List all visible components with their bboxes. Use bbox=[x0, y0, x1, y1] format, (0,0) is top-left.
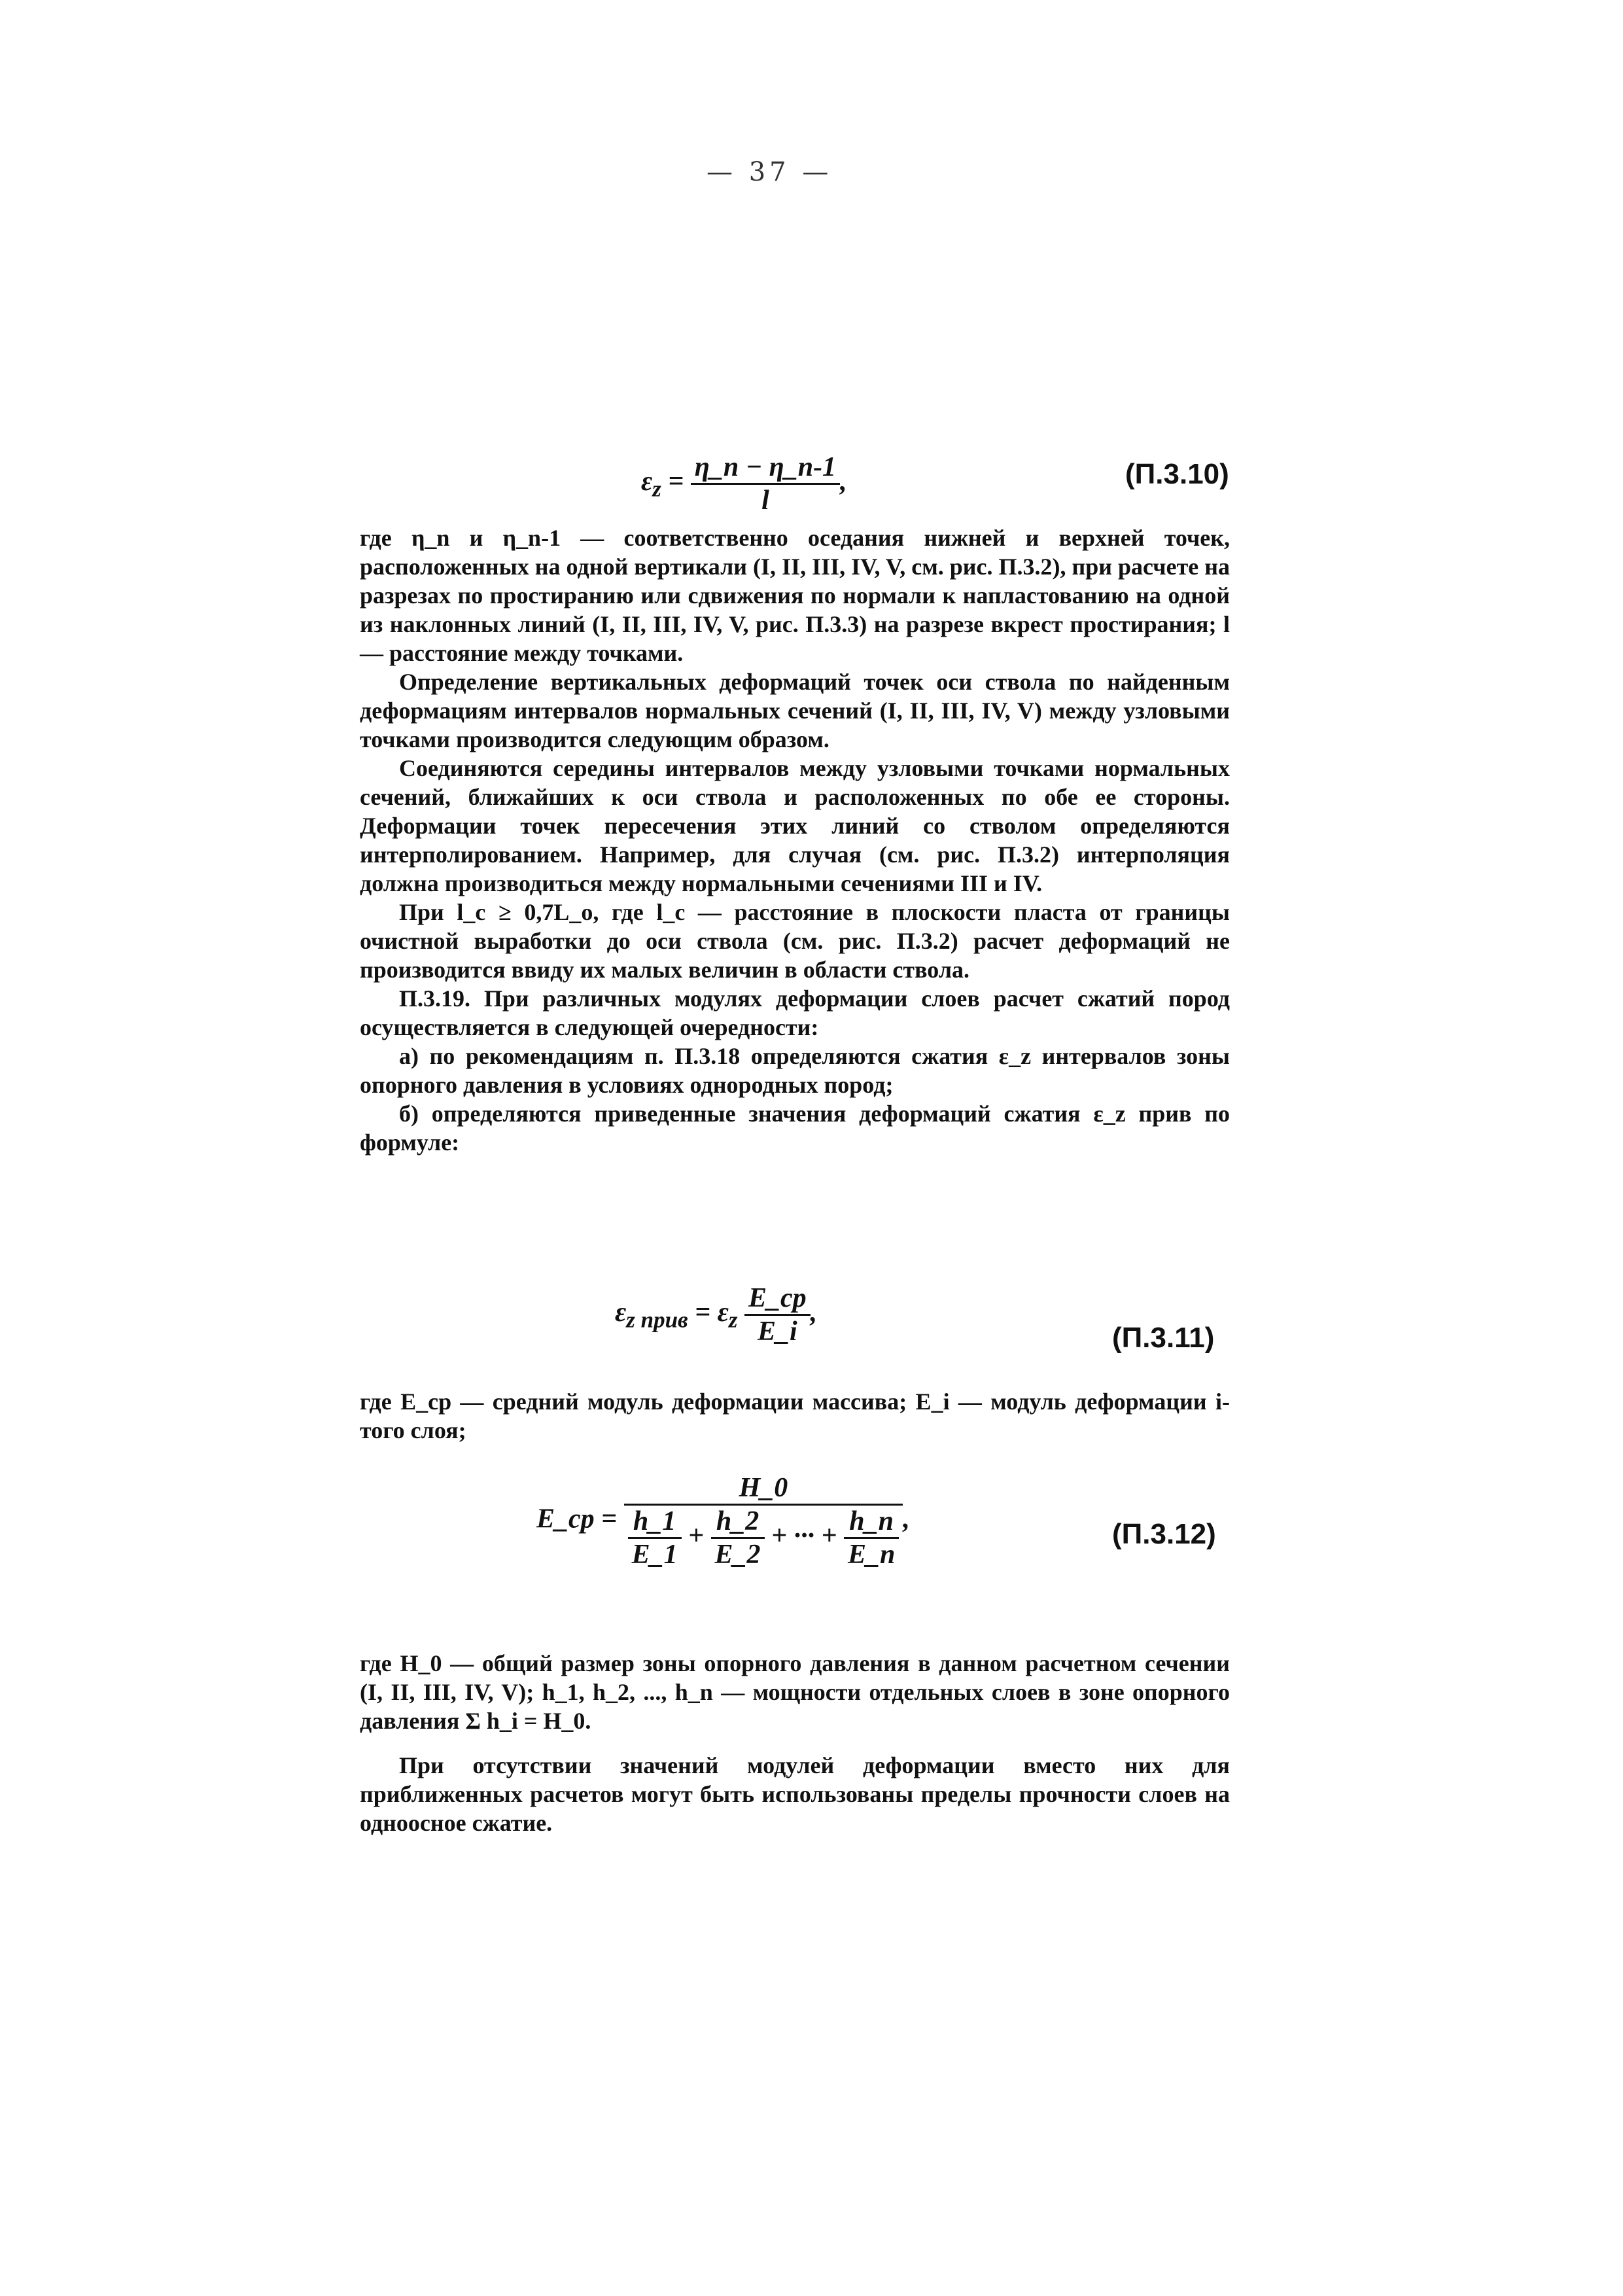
formula-311-lhs-sub: z прив bbox=[626, 1307, 688, 1333]
paragraph-5: П.3.19. При различных модулях деформации слоев расчет сжатий пород осуществляется в следующей очередности: bbox=[360, 985, 1230, 1040]
formula-310: $\varepsilon_z$ = $\frac{\eta\_n - \eta\_n-1}{l}$ , bbox=[641, 452, 847, 516]
paragraph-7: б) определяются приведенные значения деформаций сжатия ε_z прив по формуле: bbox=[360, 1101, 1230, 1156]
text-block-3 bbox=[360, 1649, 1230, 1837]
formula-311: $\varepsilon_{z прив} = \varepsilon_z$ $\frac{E\_ср}{E\_i}$ , bbox=[615, 1283, 818, 1347]
formula-311-factor: ε bbox=[717, 1298, 729, 1328]
formula-312-lhs: E_ср bbox=[536, 1504, 595, 1534]
formula-310-numerator: η_n − η_n-1 bbox=[691, 451, 840, 485]
paragraph-4: При l_c ≥ 0,7L_o, где l_c — расстояние в плоскости пласта от границы очистной выработки до оси ствола (см. рис. П.3.2) расчет деформаций не производится ввиду их малых величин в области ствола. bbox=[360, 899, 1230, 983]
paragraph-8: где E_ср — средний модуль деформации массива; E_i — модуль деформации i-того слоя; bbox=[360, 1388, 1230, 1443]
den-term-1: $\frac{h\_1}{E\_1}$ bbox=[628, 1506, 682, 1570]
formula-310-denominator: l bbox=[761, 486, 769, 516]
text-block-1 bbox=[360, 523, 1230, 1157]
formula-310-fraction bbox=[691, 451, 840, 516]
formula-311-factor-sub: z bbox=[728, 1307, 738, 1333]
formula-312-fraction bbox=[624, 1472, 903, 1570]
formula-311-lhs: ε bbox=[615, 1298, 627, 1328]
den-term-2: $\frac{h\_2}{E\_2}$ bbox=[711, 1506, 765, 1570]
formula-311-fraction bbox=[744, 1282, 811, 1347]
paragraph-9: где H_0 — общий размер зоны опорного давления в данном расчетном сечении (I, II, III, IV, V); h_1, h_2, ..., h_n — мощности отдельных слоев в зоне опорного давления Σ h_i = H_0. bbox=[360, 1650, 1230, 1734]
paragraph-3: Соединяются середины интервалов между узловыми точками нормальных сечений, ближайших к оси ствола и расположенных по обе ее стороны. Деформации точек пересечения этих линий со стволом определяются интерполированием. Например, для случая (см. рис. П.3.2) интерполяция должна производиться между нормальными сечениями III и IV. bbox=[360, 755, 1230, 896]
paragraph-1: где η_n и η_n-1 — соответственно оседания нижней и верхней точек, расположенных на одной вертикали (I, II, III, IV, V, см. рис. П.3.2), при расчете на разрезах по простиранию или сдвижения по нормали к напластованию на одной из наклонных линий (I, II, III, IV, V, рис. П.3.3) на разрезе вкрест простирания; l — расстояние между точками. bbox=[360, 525, 1230, 666]
text-block-2 bbox=[360, 1387, 1230, 1445]
formula-312-number: (П.3.12) bbox=[1112, 1518, 1216, 1550]
formula-311-numerator: E_ср bbox=[744, 1282, 811, 1316]
formula-311-number: (П.3.11) bbox=[1112, 1322, 1215, 1354]
formula-312-numerator: H_0 bbox=[624, 1472, 903, 1506]
paragraph-2: Определение вертикальных деформаций точек оси ствола по найденным деформациям интервалов нормальных сечений (I, II, III, IV, V) между узловыми точками производится следующим образом. bbox=[360, 669, 1230, 752]
formula-310-number: (П.3.10) bbox=[1125, 458, 1229, 490]
formula-312: E_ср = H_0 $\frac{h\_1}{E\_1}$ + $\frac{h\_2}{E\_2}$ + ··· + $\frac{h\_n}{E\_n}$ , bbox=[536, 1473, 910, 1570]
den-term-n: $\frac{h\_n}{E\_n}$ bbox=[844, 1506, 899, 1570]
formula-311-denominator: E_i bbox=[757, 1316, 797, 1347]
page-number: — 37 — bbox=[707, 157, 833, 187]
formula-310-lhs-sub: z bbox=[652, 476, 661, 502]
formula-312-denominator: $\frac{h\_1}{E\_1}$ + $\frac{h\_2}{E\_2}$ + ··· + $\frac{h\_n}{E\_n}$ bbox=[624, 1506, 903, 1570]
paragraph-10: При отсутствии значений модулей деформации вместо них для приближенных расчетов могут быть использованы пределы прочности слоев на одноосное сжатие. bbox=[360, 1752, 1230, 1836]
formula-310-lhs: ε bbox=[641, 467, 653, 497]
paragraph-6: а) по рекомендациям п. П.3.18 определяются сжатия ε_z интервалов зоны опорного давления в условиях однородных пород; bbox=[360, 1043, 1230, 1098]
